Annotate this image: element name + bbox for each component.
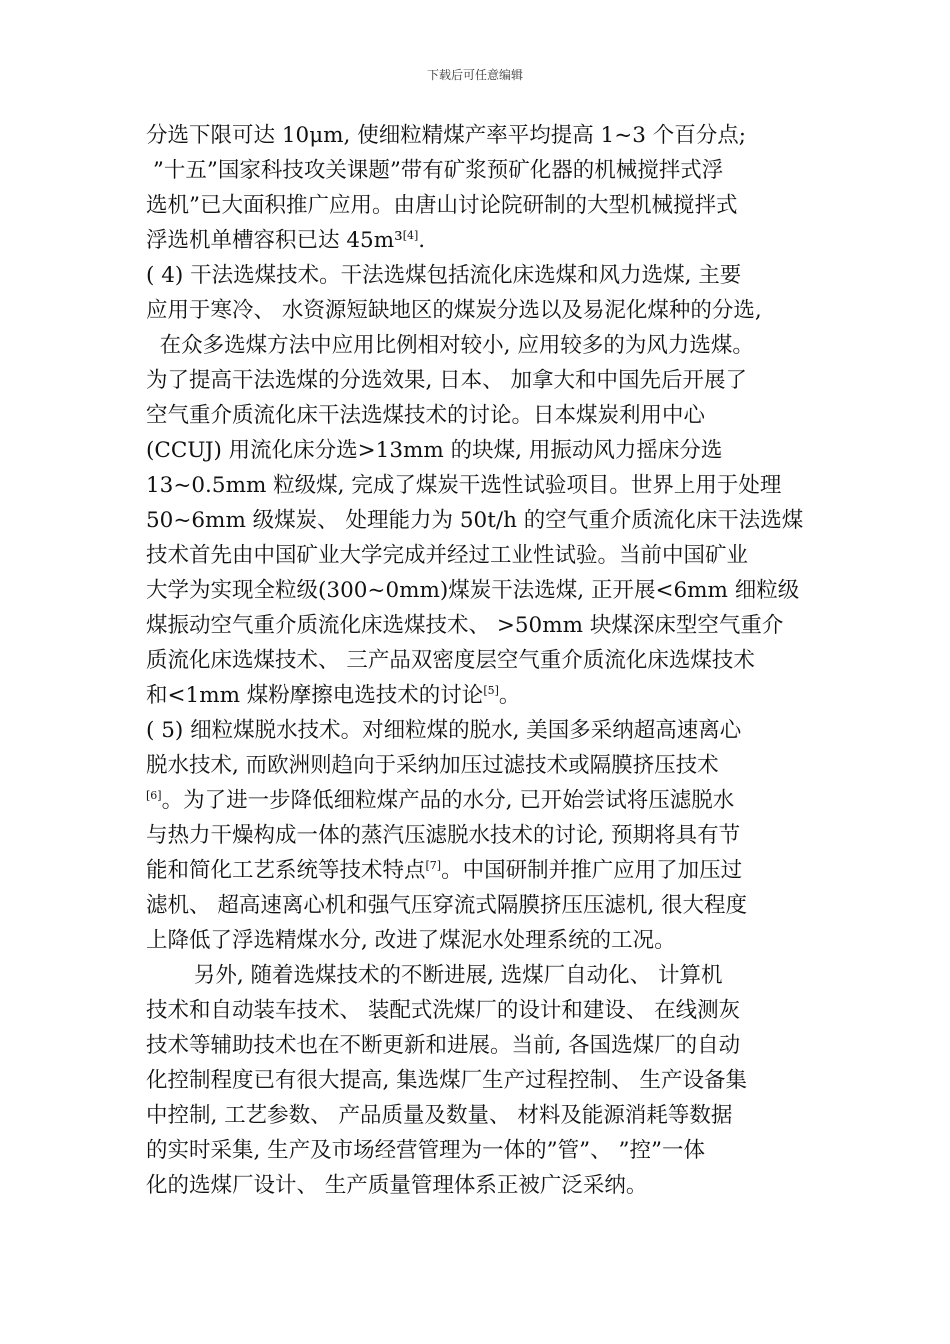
- text-line: [146, 713, 810, 748]
- text-line: [146, 293, 810, 328]
- line-text: ”十五”国家科技攻关课题”带有矿浆预矿化器的机械搅拌式浮: [146, 158, 724, 183]
- line-text: 化的选煤厂设计、 生产质量管理体系正被广泛采纳。: [146, 1173, 648, 1198]
- text-line: [146, 328, 810, 363]
- line-text: 脱水技术, 而欧洲则趋向于采纳加压过滤技术或隔膜挤压技术: [146, 753, 719, 778]
- text-line: [146, 433, 810, 468]
- citation-ref: [4]: [402, 229, 419, 242]
- text-line: [146, 993, 810, 1028]
- line-text: 技术首先由中国矿业大学完成并经过工业性试验。当前中国矿业: [146, 543, 749, 568]
- citation-ref: [5]: [483, 684, 499, 697]
- text-line: [146, 363, 810, 398]
- line-text-after-ref: .: [418, 228, 426, 253]
- line-text: 浮选机单槽容积已达 45m³: [146, 228, 403, 253]
- text-line: [146, 853, 810, 888]
- text-line: [146, 818, 810, 853]
- line-text: 13~0.5mm 粒级煤, 完成了煤炭干选性试验项目。世界上用于处理: [146, 473, 782, 498]
- line-text: 选机”已大面积推广应用。由唐山讨论院研制的大型机械搅拌式: [146, 193, 738, 218]
- line-text: 分选下限可达 10μm, 使细粒精煤产率平均提高 1~3 个百分点;: [146, 123, 747, 148]
- text-line: [146, 153, 810, 188]
- line-text: 化控制程度已有很大提高, 集选煤厂生产过程控制、 生产设备集: [146, 1068, 748, 1093]
- text-line: [146, 503, 810, 538]
- line-text: ( 4) 干法选煤技术。干法选煤包括流化床选煤和风力选煤, 主要: [146, 263, 742, 288]
- line-text: 另外, 随着选煤技术的不断进展, 选煤厂自动化、 计算机: [146, 963, 723, 988]
- line-text: 应用于寒冷、 水资源短缺地区的煤炭分选以及易泥化煤种的分选,: [146, 298, 762, 323]
- line-text: 技术和自动装车技术、 装配式洗煤厂的设计和建设、 在线测灰: [146, 998, 741, 1023]
- line-text: 与热力干燥构成一体的蒸汽压滤脱水技术的讨论, 预期将具有节: [146, 823, 741, 848]
- document-body: [146, 118, 810, 1203]
- text-line: [146, 608, 810, 643]
- text-line: [146, 223, 810, 258]
- citation-ref: [7]: [425, 859, 442, 872]
- text-line: [146, 958, 810, 993]
- text-line: [146, 678, 810, 713]
- line-text: 滤机、 超高速离心机和强气压穿流式隔膜挤压压滤机, 很大程度: [146, 893, 748, 918]
- text-line: [146, 1133, 810, 1168]
- citation-ref: [6]: [146, 789, 162, 802]
- line-text: 能和简化工艺系统等技术特点: [146, 858, 426, 883]
- text-line: [146, 748, 810, 783]
- line-text: 质流化床选煤技术、 三产品双密度层空气重介质流化床选煤技术: [146, 648, 755, 673]
- text-line: [146, 643, 810, 678]
- text-line: [146, 258, 810, 293]
- line-text: 煤振动空气重介质流化床选煤技术、 >50mm 块煤深床型空气重介: [146, 613, 784, 638]
- line-text: (CCUJ) 用流化床分选>13mm 的块煤, 用振动风力摇床分选: [146, 438, 723, 463]
- line-text: 中控制, 工艺参数、 产品质量及数量、 材料及能源消耗等数据: [146, 1103, 733, 1128]
- line-text: 和<1mm 煤粉摩擦电选技术的讨论: [146, 683, 484, 708]
- line-text-after-ref: 。: [498, 683, 521, 708]
- text-line: [146, 783, 810, 818]
- line-text: 在众多选煤方法中应用比例相对较小, 应用较多的为风力选煤。: [146, 333, 754, 358]
- line-text: 的实时采集, 生产及市场经营管理为一体的”管”、 ”控”一体: [146, 1138, 705, 1163]
- line-text: 大学为实现全粒级(300~0mm)煤炭干法选煤, 正开展<6mm 细粒级: [146, 578, 800, 603]
- text-line: [146, 888, 810, 923]
- line-text: 技术等辅助技术也在不断更新和进展。当前, 各国选煤厂的自动: [146, 1033, 741, 1058]
- text-line: [146, 398, 810, 433]
- text-line: [146, 923, 810, 958]
- line-text: 为了提高干法选煤的分选效果, 日本、 加拿大和中国先后开展了: [146, 368, 748, 393]
- text-line: [146, 468, 810, 503]
- line-text: 上降低了浮选精煤水分, 改进了煤泥水处理系统的工况。: [146, 928, 676, 953]
- text-line: [146, 1168, 810, 1203]
- text-line: [146, 1098, 810, 1133]
- line-text-after-ref: 。为了进一步降低细粒煤产品的水分, 已开始尝试将压滤脱水: [161, 788, 735, 813]
- text-line: [146, 573, 810, 608]
- line-text: 空气重介质流化床干法选煤技术的讨论。日本煤炭利用中心: [146, 403, 706, 428]
- line-text-after-ref: 。中国研制并推广应用了加压过: [441, 858, 743, 883]
- text-line: [146, 1028, 810, 1063]
- line-text: ( 5) 细粒煤脱水技术。对细粒煤的脱水, 美国多采纳超高速离心: [146, 718, 742, 743]
- text-line: [146, 118, 810, 153]
- text-line: [146, 188, 810, 223]
- text-line: [146, 1063, 810, 1098]
- line-text: 50~6mm 级煤炭、 处理能力为 50t/h 的空气重介质流化床干法选煤: [146, 508, 804, 533]
- text-line: [146, 538, 810, 573]
- page-header: 下载后可任意编辑: [426, 68, 523, 82]
